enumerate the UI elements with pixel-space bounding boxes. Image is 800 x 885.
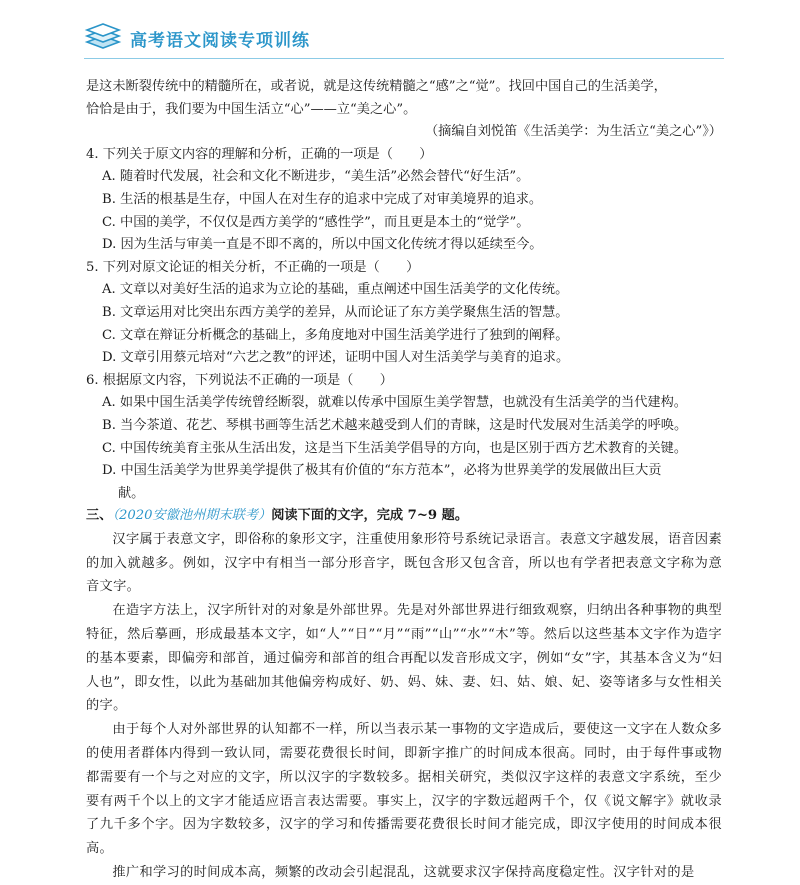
passage-paragraph: 推广和学习的时间成本高，频繁的改动会引起混乱，这就要求汉字保持高度稳定性。汉字针对的是 (112, 865, 695, 881)
question-stem: 5. 下列对原文论证的相关分析，不正确的一项是（ ） (86, 259, 420, 275)
question-stem: 4. 下列关于原文内容的理解和分析，正确的一项是（ ） (86, 146, 433, 162)
source-citation: （摘编自刘悦笛《生活美学：为生活立“美之心”》） (424, 124, 722, 140)
passage-paragraph: 在造字方法上，汉字所针对的对象是外部世界。先是对外部世界进行细致观察，归纳出各种事物的典型特征，然后摹画，形成最基本文字，如“人”“日”“月”“雨”“山”“水”“木”等。然后以这些基本文字作为造字的基本要素，即偏旁和部首，通过偏旁和部首的组合再配以发音形成文字，例如“女”字，其基本含义为“妇人也”，即女性，以此为基础加其他偏旁构成好、奶、妈、妹、妻、妇、姑、娘、妃、姿等诸多与女性相关的字。 (86, 603, 722, 714)
option-c: C. 中国的美学，不仅仅是西方美学的“感性学”，而且更是本土的“觉学”。 (102, 214, 530, 230)
option-a: A. 如果中国生活美学传统曾经断裂，就难以传承中国原生美学智慧，也就没有生活美学的当代建构。 (102, 395, 687, 411)
option-continuation: 献。 (118, 485, 145, 501)
section-number: 三、 (86, 508, 113, 524)
exam-source-tag: （2020安徽池州期末联考） (112, 508, 272, 524)
intro-line: 恰恰是由于，我们要为中国生活立“心”——立“美之心”。 (86, 101, 417, 117)
header-divider (84, 58, 724, 59)
reading-passage (86, 528, 722, 885)
passage-paragraph: 由于每个人对外部世界的认知都不一样，所以当表示某一事物的文字造成后，要使这一文字在人数众多的使用者群体内得到一致认同，需要花费很长时间，即新字推广的时间成本很高。同时，由于每件事或物都需要有一个与之对应的文字，所以汉字的字数较多。据相关研究，类似汉字这样的表意文字系统，至少要有两千个以上的文字才能适应语言表达需要。事实上，汉字的字数远超两千个，仅《说文解字》就收录了九千多个字。因为字数较多，汉字的学习和传播需要花费很长时间才能完成，即汉字使用的时间成本很高。 (86, 722, 722, 857)
intro-line: 是这未断裂传统中的精髓所在，或者说，就是这传统精髓之“感”之“觉”。找回中国自己的生活美学， (86, 79, 667, 94)
option-b: B. 生活的根基是生存，中国人在对生存的追求中完成了对审美境界的追求。 (102, 191, 543, 207)
option-a: A. 文章以对美好生活的追求为立论的基础，重点阐述中国生活美学的文化传统。 (102, 282, 569, 298)
passage-paragraph: 汉字属于表意文字，即俗称的象形文字，注重使用象形符号系统记录语言。表意文字越发展，语音因素的加入就越多。例如，汉字中有相当一部分形音字，既包含形又包含音，所以也有学者把表意文字称为意音文字。 (86, 531, 722, 595)
option-b: B. 当今茶道、花艺、琴棋书画等生活艺术越来越受到人们的青睐，这是时代发展对生活美学的呼唤。 (102, 417, 688, 433)
option-b: B. 文章运用对比突出东西方美学的差异，从而论证了东方美学聚焦生活的智慧。 (102, 304, 569, 320)
option-c: C. 文章在辩证分析概念的基础上，多角度地对中国生活美学进行了独到的阐释。 (102, 327, 569, 343)
option-d: D. 文章引用蔡元培对“六艺之教”的评述，证明中国人对生活美学与美育的追求。 (102, 350, 570, 366)
option-c: C. 中国传统美育主张从生活出发，这是当下生活美学倡导的方向，也是区别于西方艺术教育的关键。 (102, 440, 688, 456)
books-stack-icon (84, 22, 122, 52)
header-title: 高考语文阅读专项训练 (130, 31, 310, 51)
section-heading (86, 505, 722, 528)
question-stem: 6. 根据原文内容，下列说法不正确的一项是（ ） (86, 372, 393, 388)
page-content (86, 76, 722, 885)
option-a: A. 随着时代发展，社会和文化不断进步，“美生活”必然会替代“好生活”。 (102, 169, 530, 185)
page-header (0, 0, 800, 62)
section-instruction: 阅读下面的文字，完成 7~9 题。 (271, 508, 469, 524)
option-d: D. 中国生活美学为世界美学提供了极其有价值的“东方范本”，必将为世界美学的发展做出巨大贡 (102, 463, 662, 479)
option-d: D. 因为生活与审美一直是不即不离的，所以中国文化传统才得以延续至今。 (102, 237, 543, 253)
